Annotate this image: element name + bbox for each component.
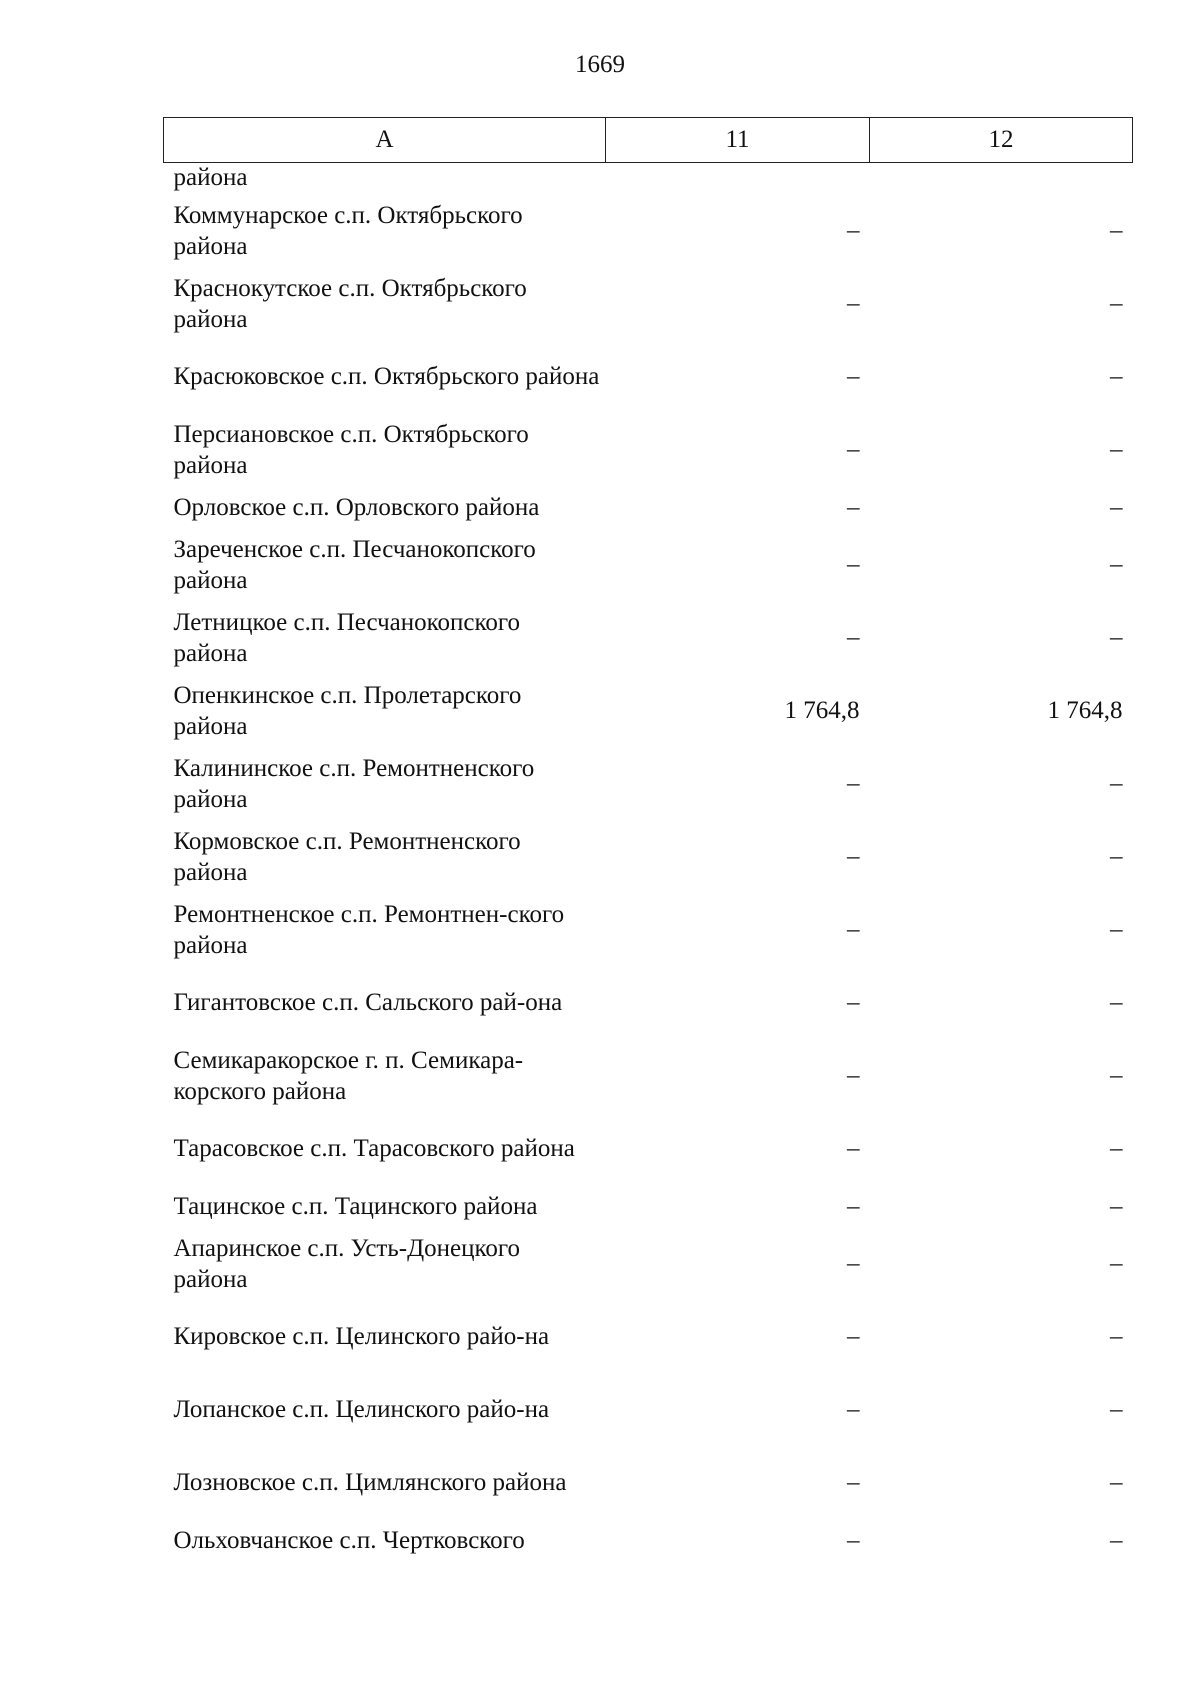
table-row	[164, 674, 1133, 747]
value-cell-12: –	[1110, 1469, 1123, 1496]
settlement-name-cell: Кормовское с.п. Ремонтненского района	[173, 827, 521, 886]
value-cell-11: –	[847, 436, 860, 463]
table-row	[164, 340, 1133, 413]
value-cell-11: –	[847, 1192, 860, 1220]
table-row	[164, 1300, 1133, 1373]
table-row	[164, 1039, 1133, 1112]
table-row	[164, 413, 1133, 486]
table-row	[164, 1112, 1133, 1185]
value-cell-11: –	[847, 989, 860, 1016]
header-row	[164, 118, 1133, 163]
value-cell-12: –	[1110, 290, 1123, 317]
value-cell-12: –	[1110, 624, 1123, 651]
settlement-name-cell: района	[173, 164, 248, 191]
value-cell-12: –	[1110, 916, 1123, 943]
settlement-name-cell: Краснокутское с.п. Октябрьского района	[173, 274, 527, 333]
table-row	[164, 1185, 1133, 1227]
settlement-name-cell: Ремонтненское с.п. Ремонтнен-ского района	[173, 900, 565, 959]
value-cell-12: –	[1110, 843, 1123, 870]
settlement-name-cell: Лопанское с.п. Целинского райо-на	[173, 1396, 550, 1423]
page-number: 1669	[575, 51, 625, 78]
value-cell-12	[870, 163, 1133, 195]
settlement-name-cell: Калининское с.п. Ремонтненского района	[173, 754, 535, 813]
settlement-name-cell: Семикаракорское г. п. Семикара-корского района	[173, 1046, 524, 1105]
value-cell-11: –	[847, 363, 860, 390]
value-cell-11: –	[847, 624, 860, 651]
column-header-12: 12	[870, 118, 1133, 163]
value-cell-12: –	[1110, 1396, 1123, 1423]
settlement-name-cell: Гигантовское с.п. Сальского рай-она	[173, 989, 563, 1016]
table-body	[164, 163, 1133, 1562]
value-cell-12: –	[1110, 363, 1123, 390]
settlement-name-cell: Апаринское с.п. Усть-Донецкого района	[173, 1234, 520, 1293]
table-row	[164, 601, 1133, 674]
table-row	[164, 1446, 1133, 1519]
table-row	[164, 194, 1133, 267]
value-cell-11: –	[847, 1396, 860, 1423]
value-cell-12: –	[1110, 1192, 1123, 1220]
value-cell-12: –	[1110, 436, 1123, 463]
value-cell-12: –	[1110, 217, 1123, 244]
value-cell-12: –	[1110, 1135, 1123, 1162]
budget-table	[163, 117, 1133, 1561]
value-cell-11: –	[847, 217, 860, 244]
value-cell-11: –	[847, 1135, 860, 1162]
value-cell-12: –	[1110, 1323, 1123, 1350]
value-cell-12: –	[1110, 1062, 1123, 1089]
value-cell-11: –	[847, 1250, 860, 1277]
value-cell-12: –	[1110, 770, 1123, 797]
table-row	[164, 893, 1133, 966]
settlement-name-cell: Коммунарское с.п. Октябрьского района	[173, 201, 523, 260]
table-row	[164, 528, 1133, 601]
value-cell-12: –	[1110, 551, 1123, 578]
settlement-name-cell: Тарасовское с.п. Тарасовского района	[173, 1135, 575, 1162]
settlement-name-cell: Опенкинское с.п. Пролетарского района	[173, 681, 522, 740]
value-cell-11: –	[847, 551, 860, 578]
settlement-name-cell: Зареченское с.п. Песчанокопского района	[173, 535, 536, 594]
column-header-a: А	[164, 118, 606, 163]
value-cell-11: –	[847, 493, 860, 521]
value-cell-11: –	[847, 770, 860, 797]
settlement-name-cell: Ольховчанское с.п. Чертковского	[173, 1526, 525, 1554]
table-row	[164, 747, 1133, 820]
table-row	[164, 486, 1133, 528]
table-row	[164, 1519, 1133, 1561]
settlement-name-cell: Красюковское с.п. Октябрьского района	[173, 363, 600, 390]
value-cell-11: –	[847, 1323, 860, 1350]
value-cell-11: –	[847, 290, 860, 317]
value-cell-12: –	[1110, 493, 1123, 521]
table-header	[164, 118, 1133, 163]
value-cell-11: –	[847, 1062, 860, 1089]
settlement-name-cell: Лозновское с.п. Цимлянского района	[173, 1469, 567, 1496]
value-cell-12: 1 764,8	[1047, 697, 1123, 724]
settlement-name-cell: Тацинское с.п. Тацинского района	[173, 1192, 538, 1220]
value-cell-12: –	[1110, 1250, 1123, 1277]
table-row	[164, 1227, 1133, 1300]
table-row	[164, 820, 1133, 893]
table-row	[164, 966, 1133, 1039]
settlement-name-cell: Кировское с.п. Целинского райо-на	[173, 1323, 550, 1350]
value-cell-11: –	[847, 843, 860, 870]
value-cell-12: –	[1110, 1526, 1123, 1554]
table-row	[164, 163, 1133, 195]
settlement-name-cell: Персиановское с.п. Октябрьского района	[173, 420, 529, 479]
value-cell-11: –	[847, 1526, 860, 1554]
value-cell-12: –	[1110, 989, 1123, 1016]
value-cell-11: 1 764,8	[784, 697, 860, 724]
value-cell-11: –	[847, 1469, 860, 1496]
value-cell-11	[606, 163, 870, 195]
column-header-11: 11	[606, 118, 870, 163]
settlement-name-cell: Орловское с.п. Орловского района	[173, 493, 540, 521]
table-row	[164, 1373, 1133, 1446]
settlement-name-cell: Летницкое с.п. Песчанокопского района	[173, 608, 520, 667]
table-row	[164, 267, 1133, 340]
value-cell-11: –	[847, 916, 860, 943]
